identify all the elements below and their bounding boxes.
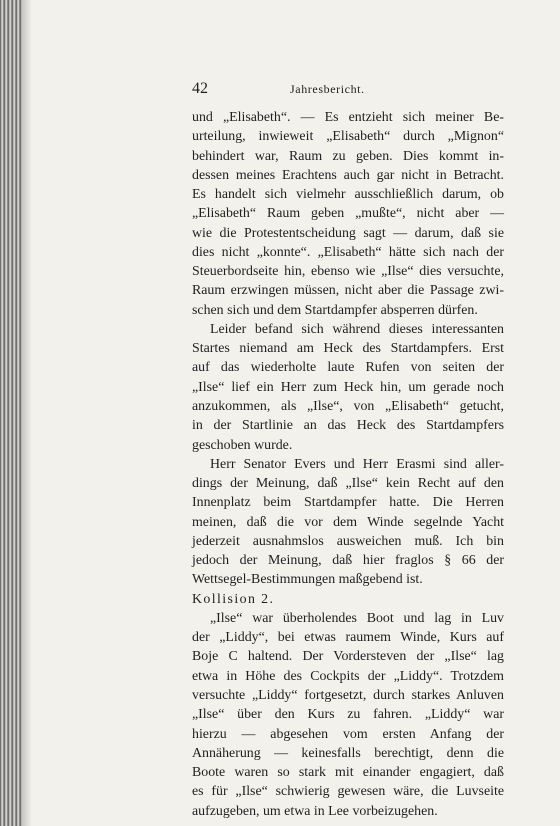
text-line: in der Startlinie an das Heck des Startdampfers: [192, 418, 504, 434]
text-line: Raum erzwingen müssen, nicht aber die Passage zwi-: [192, 283, 504, 299]
gutter-shadow: [22, 0, 32, 826]
text-line: Innenplatz beim Startdampfer hatte. Die Herren: [192, 495, 504, 511]
text-line: Leider befand sich während dieses interessanten: [210, 321, 504, 337]
running-title: Jahresbericht.: [290, 82, 365, 96]
text-line: jedoch der Meinung, daß hier fraglos § 66 der: [192, 553, 504, 569]
text-line: aufzugeben, um etwa in Lee vorbeizugehen.: [192, 803, 438, 819]
text-line: Wettsegel-Bestimmungen maßgebend ist.: [192, 572, 423, 588]
text-line: behindert war, Raum zu geben. Dies kommt in-: [192, 148, 504, 164]
text-line: meinen, daß die vor dem Winde segelnde Yacht: [192, 514, 504, 530]
text-line: dessen meines Erachtens auch gar nicht in Betracht.: [192, 167, 504, 183]
text-line: versuchte „Liddy“ fortgesetzt, durch starkes Anluven: [192, 687, 504, 703]
text-line: etwa in Höhe des Cockpits der „Liddy“. Trotzdem: [192, 668, 504, 684]
body-text: [192, 108, 504, 821]
text-line: Boote waren so stark mit einander engagiert, daß: [192, 765, 504, 781]
text-line: Steuerbordseite hin, ebenso wie „Ilse“ dies versuchte,: [192, 264, 504, 280]
text-line: „Ilse“ über den Kurs zu fahren. „Liddy“ war: [192, 707, 504, 723]
text-line: schen sich und dem Startdampfer absperren dürfen.: [192, 302, 478, 318]
text-line: „Ilse“ lief ein Herr zum Heck hin, um gerade noch: [192, 379, 504, 395]
text-line: der „Liddy“, bei etwas raumem Winde, Kurs auf: [192, 630, 504, 646]
text-line: „Ilse“ war überholendes Boot und lag in Luv: [210, 610, 504, 626]
book-page-edges: [0, 0, 22, 826]
text-line: hierzu — abgesehen vom ersten Anfang der: [192, 726, 504, 742]
text-line: anzukommen, als „Ilse“, von „Elisabeth“ getucht,: [192, 398, 504, 414]
text-line: jederzeit ausnahmslos ausweichen muß. Ich bin: [192, 533, 504, 549]
text-line: Es handelt sich vielmehr ausschließlich darum, ob: [192, 187, 504, 203]
text-line: urteilung, inwieweit „Elisabeth“ durch „Mignon“: [192, 129, 504, 145]
text-line: und „Elisabeth“. — Es entzieht sich meiner Be-: [192, 110, 504, 125]
text-line: dies nicht „konnte“. „Elisabeth“ hätte sich nach der: [192, 244, 504, 260]
text-line: auf das wiederholte laute Rufen von seiten der: [192, 360, 504, 376]
text-line: Annäherung — keinesfalls berechtigt, denn die: [192, 745, 504, 761]
text-line: es für „Ilse“ schwierig gewesen wäre, die Luvseite: [192, 784, 504, 800]
text-line: Herr Senator Evers und Herr Erasmi sind aller-: [210, 456, 504, 472]
text-line: dings der Meinung, daß „Ilse“ kein Recht auf den: [192, 476, 504, 492]
text-line: Startes niemand am Heck des Startdampfers. Erst: [192, 341, 504, 357]
page-number: 42: [192, 80, 208, 97]
text-line: Boje C haltend. Der Vordersteven der „Ilse“ lag: [192, 649, 504, 665]
section-heading: Kollision 2.: [192, 591, 275, 607]
text-line: geschoben wurde.: [192, 437, 293, 453]
text-line: wie die Protestentscheidung sagt — darum, daß sie: [192, 225, 504, 241]
page-header: [0, 80, 560, 100]
text-line: „Elisabeth“ Raum geben „mußte“, nicht aber —: [192, 206, 504, 222]
